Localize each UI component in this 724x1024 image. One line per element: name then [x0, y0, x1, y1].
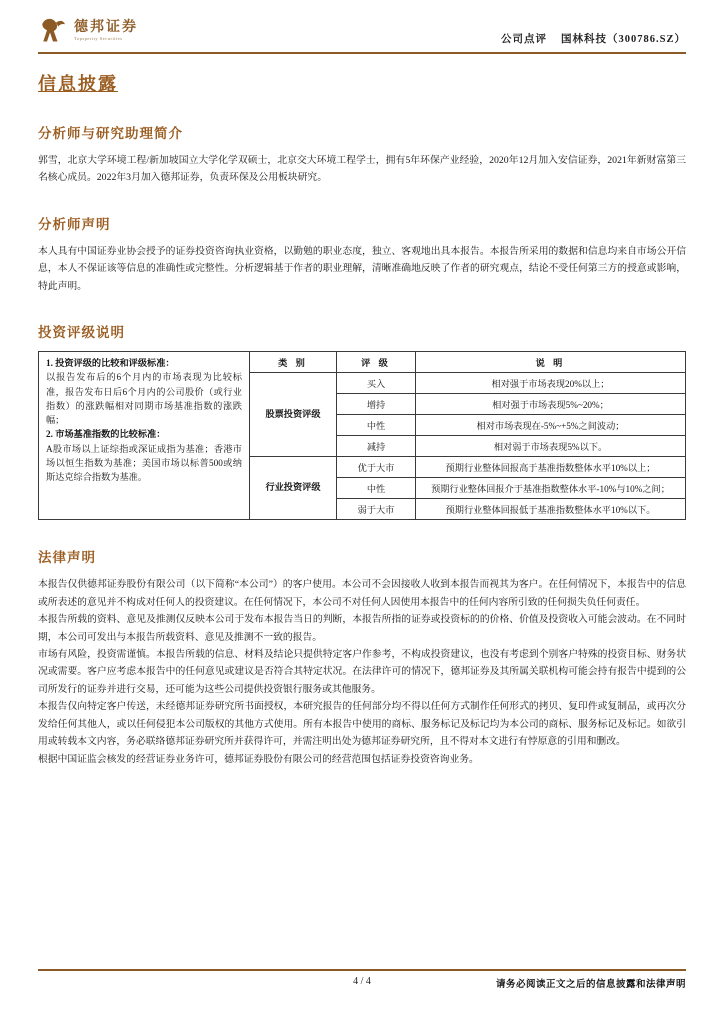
- header-report-info: [501, 31, 686, 46]
- criteria-item-1: [46, 356, 242, 427]
- table-header-row: [39, 352, 686, 373]
- report-type: 公司点评: [501, 34, 548, 45]
- brand-name: 德邦证券: [74, 19, 138, 35]
- stock-rating-category: 股票投资评级: [250, 373, 337, 457]
- criteria-item-2: [46, 427, 242, 484]
- legal-paragraph-2: 本报告所载的资料、意见及推测仅反映本公司于发布本报告当日的判断，本报告所指的证券或投资标的的价格、价值及投资收入可能会波动。在不同时期，本公司可发出与本报告所载资料、意见及推测不一致的报告。: [38, 614, 686, 643]
- criteria-1-body: 以报告发布后的6个月内的市场表现为比较标准，报告发布日后6个月内的公司股价（或行业指数）的涨跌幅相对同期市场基准指数的涨跌幅；: [46, 372, 242, 426]
- analyst-statement-body: 本人具有中国证券业协会授予的证券投资咨询执业资格，以勤勉的职业态度，独立、客观地出具本报告。本报告所采用的数据和信息均来自市场公开信息，本人不保证该等信息的准确性或完整性。分析逻辑基于作者的职业理解，清晰准确地反映了作者的研究观点，结论不受任何第三方的授意或影响，特此声明。: [38, 245, 686, 292]
- legal-paragraph-1: 本报告仅供德邦证券股份有限公司（以下简称“本公司”）的客户使用。本公司不会因接收人收到本报告而视其为客户。在任何情况下，本报告中的信息或所表述的意见并不构成对任何人的投资建议。在任何情况下，本公司不对任何人因使用本报告中的任何内容所引致的任何损失负任何责任。: [38, 579, 686, 608]
- section-heading-analyst-intro: 分析师与研究助理简介: [38, 126, 183, 141]
- section-heading-analyst-statement: 分析师声明: [38, 216, 111, 232]
- criteria-2-body: A股市场以上证综指或深证成指为基准；香港市场以恒生指数为基准；美国市场以标普500或纳斯达克综合指数为基准。: [46, 443, 242, 483]
- col-header-desc: 说 明: [416, 352, 686, 373]
- page-title: 信息披露: [38, 74, 118, 94]
- industry-rating-category: 行业投资评级: [250, 457, 337, 520]
- desc-underperform: 预期行业整体回报低于基准指数整体水平10%以下。: [416, 499, 686, 520]
- footer-disclaimer-notice: 请务必阅读正文之后的信息披露和法律声明: [495, 980, 686, 990]
- page-header: [0, 0, 724, 52]
- criteria-2-title: 市场基准指数的比较标准：: [55, 429, 166, 440]
- desc-overweight: 相对强于市场表现5%~20%；: [416, 394, 686, 415]
- criteria-1-num: 1.: [46, 358, 53, 369]
- grade-buy: 买入: [337, 373, 416, 394]
- grade-neutral-industry: 中性: [337, 478, 416, 499]
- header-divider: [38, 52, 686, 54]
- brand-subtitle: Topsperity Securities: [74, 35, 123, 41]
- desc-neutral-industry: 预期行业整体回报介于基准指数整体水平-10%与10%之间；: [416, 478, 686, 499]
- antelope-logo-icon: [38, 16, 68, 46]
- page-number: 4 / 4: [353, 976, 371, 987]
- rating-criteria-cell: [39, 352, 250, 520]
- section-heading-legal: 法律声明: [38, 550, 96, 566]
- grade-overweight: 增持: [337, 394, 416, 415]
- legal-paragraph-5: 根据中国证监会核发的经营证券业务许可，德邦证券股份有限公司的经营范围包括证券投资咨询业务。: [38, 753, 479, 765]
- legal-paragraph-4: 本报告仅向特定客户传送，未经德邦证券研究所书面授权，本研究报告的任何部分均不得以任何方式制作任何形式的拷贝、复印件或复制品，或再次分发给任何其他人，或以任何侵犯本公司版权的其他方式使用。所有本报告中使用的商标、服务标记及标记均为本公司的商标、服务标记及标记。如欲引用或转载本文内容，务必联络德邦证券研究所并获得许可，并需注明出处为德邦证券研究所，且不得对本文进行有悖原意的引用和删改。: [38, 701, 686, 748]
- page-footer: [38, 969, 686, 990]
- legal-paragraph-3: 市场有风险，投资需谨慎。本报告所载的信息、材料及结论只提供特定客户作参考，不构成投资建议，也没有考虑到个别客户特殊的投资目标、财务状况或需要。客户应考虑本报告中的任何意见或建议是否符合其特定状况。在法律许可的情况下，德邦证券及其所属关联机构可能会持有报告中提到的公司所发行的证券并进行交易，还可能为这些公司提供投资银行服务或其他服务。: [38, 648, 686, 695]
- legal-statement: [38, 576, 686, 768]
- desc-outperform: 预期行业整体回报高于基准指数整体水平10%以上；: [416, 457, 686, 478]
- criteria-1-title: 投资评级的比较和评级标准：: [55, 358, 175, 369]
- desc-underweight: 相对弱于市场表现5%以下。: [416, 436, 686, 457]
- section-heading-rating: 投资评级说明: [38, 325, 125, 341]
- criteria-2-num: 2.: [46, 429, 53, 440]
- grade-neutral-stock: 中性: [337, 415, 416, 436]
- grade-outperform: 优于大市: [337, 457, 416, 478]
- analyst-intro-body: 郭雪，北京大学环境工程/新加坡国立大学化学双硕士，北京交大环境工程学士，拥有5年环保产业经验，2020年12月加入安信证券，2021年新财富第三名核心成员。2022年3月加入德邦证券，负责环保及公用板块研究。: [38, 155, 686, 184]
- grade-underperform: 弱于大市: [337, 499, 416, 520]
- stock-name-code: 国林科技（300786.SZ）: [561, 34, 686, 45]
- desc-buy: 相对强于市场表现20%以上；: [416, 373, 686, 394]
- brand-logo: [38, 16, 138, 46]
- col-header-category: 类 别: [250, 352, 337, 373]
- desc-neutral-stock: 相对市场表现在-5%~+5%之间波动；: [416, 415, 686, 436]
- rating-table: [38, 351, 686, 520]
- grade-underweight: 减持: [337, 436, 416, 457]
- col-header-grade: 评 级: [337, 352, 416, 373]
